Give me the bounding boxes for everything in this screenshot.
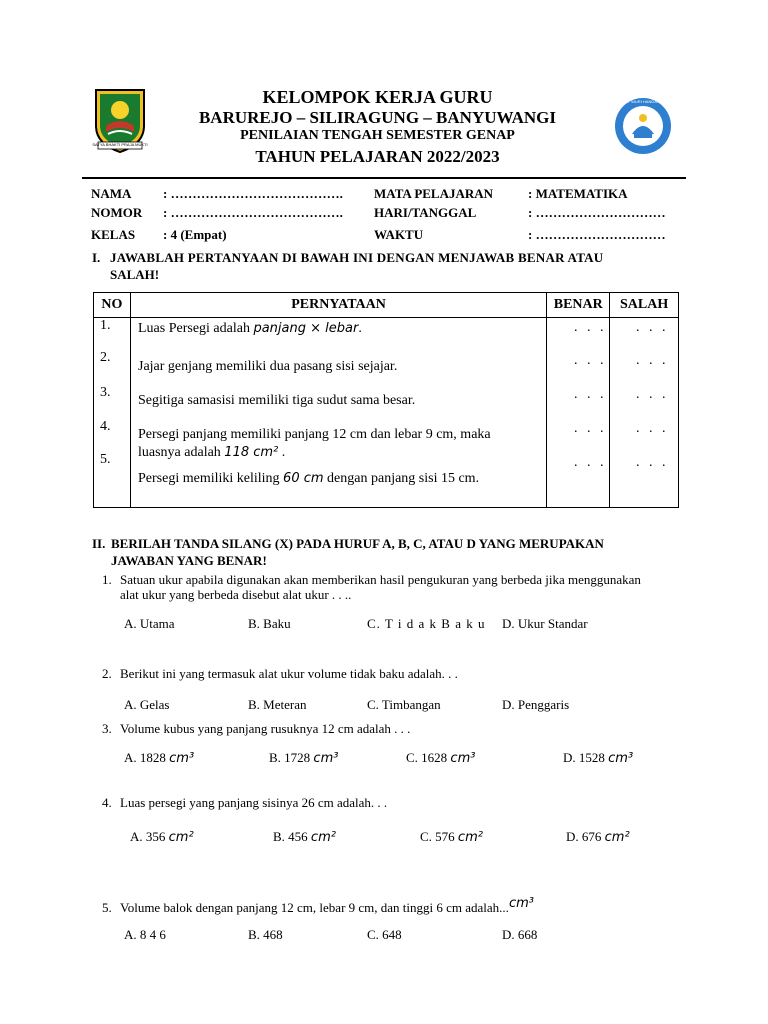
salah-answer-1[interactable]: . . . bbox=[636, 320, 669, 335]
q4-option-d-label: D. 676 bbox=[566, 829, 602, 844]
q3-option-b[interactable] bbox=[269, 750, 338, 766]
benar-column-cell[interactable] bbox=[547, 318, 610, 508]
kelas-label: KELAS bbox=[91, 227, 136, 242]
q1-option-a[interactable]: A. Utama bbox=[124, 616, 175, 631]
col-salah: SALAH bbox=[610, 293, 679, 318]
nama-field[interactable]: : …………………………………. bbox=[163, 186, 343, 201]
statement-5-text-2: dengan panjang sisi 15 cm. bbox=[327, 471, 480, 486]
q3-option-b-unit: cm³ bbox=[313, 751, 339, 766]
stmt-number-2: 2. bbox=[100, 350, 111, 365]
header-line-4: TAHUN PELAJARAN 2022/2023 bbox=[255, 147, 500, 166]
header-line-3: PENILAIAN TENGAH SEMESTER GENAP bbox=[240, 128, 515, 143]
statement-1-text: Luas Persegi adalah bbox=[138, 321, 250, 336]
statement-5-math: 60 cm bbox=[283, 471, 324, 486]
q3-option-c-unit: cm³ bbox=[450, 751, 476, 766]
q5-option-a[interactable]: A. 8 4 6 bbox=[124, 927, 166, 942]
q1-text-line-1: Satuan ukur apabila digunakan akan memberikan hasil pengukuran yang berbeda jika menggunakan bbox=[120, 572, 641, 587]
mapel-label: MATA PELAJARAN bbox=[374, 186, 494, 201]
q2-option-c[interactable]: C. Timbangan bbox=[367, 697, 441, 712]
q3-option-d-unit: cm³ bbox=[608, 751, 634, 766]
statement-1-math: panjang × lebar bbox=[253, 321, 359, 336]
salah-answer-2[interactable]: . . . bbox=[636, 353, 669, 368]
q2-number: 2. bbox=[102, 666, 112, 681]
stmt-number-5: 5. bbox=[100, 452, 111, 467]
q3-option-c[interactable] bbox=[406, 750, 475, 766]
section1-instruction-2: SALAH! bbox=[110, 267, 160, 282]
stmt-number-4: 4. bbox=[100, 419, 111, 434]
salah-answer-4[interactable]: . . . bbox=[636, 421, 669, 436]
q3-number: 3. bbox=[102, 721, 112, 736]
q5-unit: cm³ bbox=[508, 896, 534, 911]
q3-option-a-unit: cm³ bbox=[169, 751, 195, 766]
q3-option-a[interactable] bbox=[124, 750, 194, 766]
tut-wuri-handayani-logo bbox=[612, 96, 674, 156]
col-no: NO bbox=[94, 293, 131, 318]
q2-option-b[interactable]: B. Meteran bbox=[248, 697, 307, 712]
no-column-cell bbox=[94, 318, 131, 508]
section2-number: II. bbox=[92, 536, 106, 551]
q3-text: Volume kubus yang panjang rusuknya 12 cm adalah . . . bbox=[120, 721, 411, 736]
nomor-field[interactable]: : …………………………………. bbox=[163, 205, 343, 220]
q3-option-c-label: C. 1628 bbox=[406, 750, 448, 765]
benar-answer-5[interactable]: . . . bbox=[574, 455, 607, 470]
statement-5 bbox=[138, 471, 479, 487]
q4-option-a[interactable] bbox=[130, 829, 194, 845]
section1-instruction-1: JAWABLAH PERTANYAAN DI BAWAH INI DENGAN MENJAWAB BENAR ATAU bbox=[110, 250, 604, 265]
q2-option-d[interactable]: D. Penggaris bbox=[502, 697, 570, 712]
q4-option-d[interactable] bbox=[566, 829, 630, 845]
statement-4-line-1: Persegi panjang memiliki panjang 12 cm dan lebar 9 cm, maka bbox=[138, 427, 491, 442]
left-logo-caption: SATYA BHAKTI PRAJA MUKTI bbox=[92, 142, 148, 147]
section2-instruction-2: JAWABAN YANG BENAR! bbox=[111, 553, 267, 568]
statement-5-text-1: Persegi memiliki keliling bbox=[138, 471, 280, 486]
q3-option-d-label: D. 1528 bbox=[563, 750, 605, 765]
statement-4-text: luasnya adalah bbox=[138, 445, 221, 460]
statement-4-end: . bbox=[281, 445, 286, 460]
q2-option-a[interactable]: A. Gelas bbox=[124, 697, 170, 712]
q5-text bbox=[120, 896, 534, 916]
q1-text-line-2: alat ukur yang berbeda disebut alat ukur . . .. bbox=[120, 587, 352, 602]
q2-text: Berikut ini yang termasuk alat ukur volume tidak baku adalah. . . bbox=[120, 666, 458, 681]
salah-answer-5[interactable]: . . . bbox=[636, 455, 669, 470]
hari-field[interactable]: : ………………………… bbox=[528, 205, 666, 220]
nama-label: NAMA bbox=[91, 186, 132, 201]
hari-label: HARI/TANGGAL bbox=[374, 205, 477, 220]
salah-answer-3[interactable]: . . . bbox=[636, 387, 669, 402]
statement-1-end: . bbox=[358, 321, 362, 336]
q4-option-b-unit: cm² bbox=[310, 830, 336, 845]
q3-option-a-label: A. 1828 bbox=[124, 750, 166, 765]
nomor-label: NOMOR bbox=[91, 205, 143, 220]
waktu-field[interactable]: : ………………………… bbox=[528, 227, 666, 242]
header-divider bbox=[82, 177, 686, 179]
mapel-value: : MATEMATIKA bbox=[528, 186, 628, 201]
statement-1 bbox=[138, 321, 362, 337]
kelas-value: : 4 (Empat) bbox=[163, 227, 227, 242]
q5-option-b[interactable]: B. 468 bbox=[248, 927, 283, 942]
q4-option-c-label: C. 576 bbox=[420, 829, 455, 844]
q1-number: 1. bbox=[102, 572, 112, 587]
q4-option-a-unit: cm² bbox=[168, 830, 194, 845]
benar-answer-2[interactable]: . . . bbox=[574, 353, 607, 368]
q5-number: 5. bbox=[102, 900, 112, 915]
col-statement: PERNYATAAN bbox=[130, 293, 547, 318]
benar-answer-1[interactable]: . . . bbox=[574, 320, 607, 335]
stmt-number-1: 1. bbox=[100, 318, 111, 333]
q5-option-d[interactable]: D. 668 bbox=[502, 927, 538, 942]
q4-number: 4. bbox=[102, 795, 112, 810]
q1-option-b[interactable]: B. Baku bbox=[248, 616, 291, 631]
col-benar: BENAR bbox=[547, 293, 610, 318]
q5-option-c[interactable]: C. 648 bbox=[367, 927, 402, 942]
q4-option-c[interactable] bbox=[420, 829, 483, 845]
q4-text: Luas persegi yang panjang sisinya 26 cm adalah. . . bbox=[120, 795, 388, 810]
q4-option-b[interactable] bbox=[273, 829, 336, 845]
benar-answer-4[interactable]: . . . bbox=[574, 421, 607, 436]
header-line-1: KELOMPOK KERJA GURU bbox=[262, 87, 493, 107]
q1-option-c[interactable]: C. T i d a k B a k u bbox=[367, 616, 486, 631]
statement-2: Jajar genjang memiliki dua pasang sisi sejajar. bbox=[138, 359, 398, 374]
section2-instruction-1: BERILAH TANDA SILANG (X) PADA HURUF A, B, C, ATAU D YANG MERUPAKAN bbox=[111, 536, 604, 551]
right-logo-caption: TUT WURI HANDAYANI bbox=[622, 99, 666, 104]
q3-option-b-label: B. 1728 bbox=[269, 750, 311, 765]
q4-option-c-unit: cm² bbox=[457, 830, 483, 845]
statement-4-math: 118 cm² bbox=[224, 445, 279, 460]
salah-column-cell[interactable] bbox=[610, 318, 679, 508]
q4-option-b-label: B. 456 bbox=[273, 829, 308, 844]
section1-number: I. bbox=[92, 250, 101, 265]
q4-option-a-label: A. 356 bbox=[130, 829, 166, 844]
q4-option-d-unit: cm² bbox=[604, 830, 630, 845]
statement-4-line-2 bbox=[138, 445, 285, 461]
stmt-number-3: 3. bbox=[100, 385, 111, 400]
q5-text-main: Volume balok dengan panjang 12 cm, lebar 9 cm, dan tinggi 6 cm adalah... bbox=[120, 900, 509, 915]
header-line-2: BARUREJO – SILIRAGUNG – BANYUWANGI bbox=[198, 108, 557, 127]
benar-answer-3[interactable]: . . . bbox=[574, 387, 607, 402]
statement-3: Segitiga samasisi memiliki tiga sudut sama besar. bbox=[138, 393, 416, 408]
q1-option-d[interactable]: D. Ukur Standar bbox=[502, 616, 588, 631]
q3-option-d[interactable] bbox=[563, 750, 633, 766]
waktu-label: WAKTU bbox=[374, 227, 424, 242]
